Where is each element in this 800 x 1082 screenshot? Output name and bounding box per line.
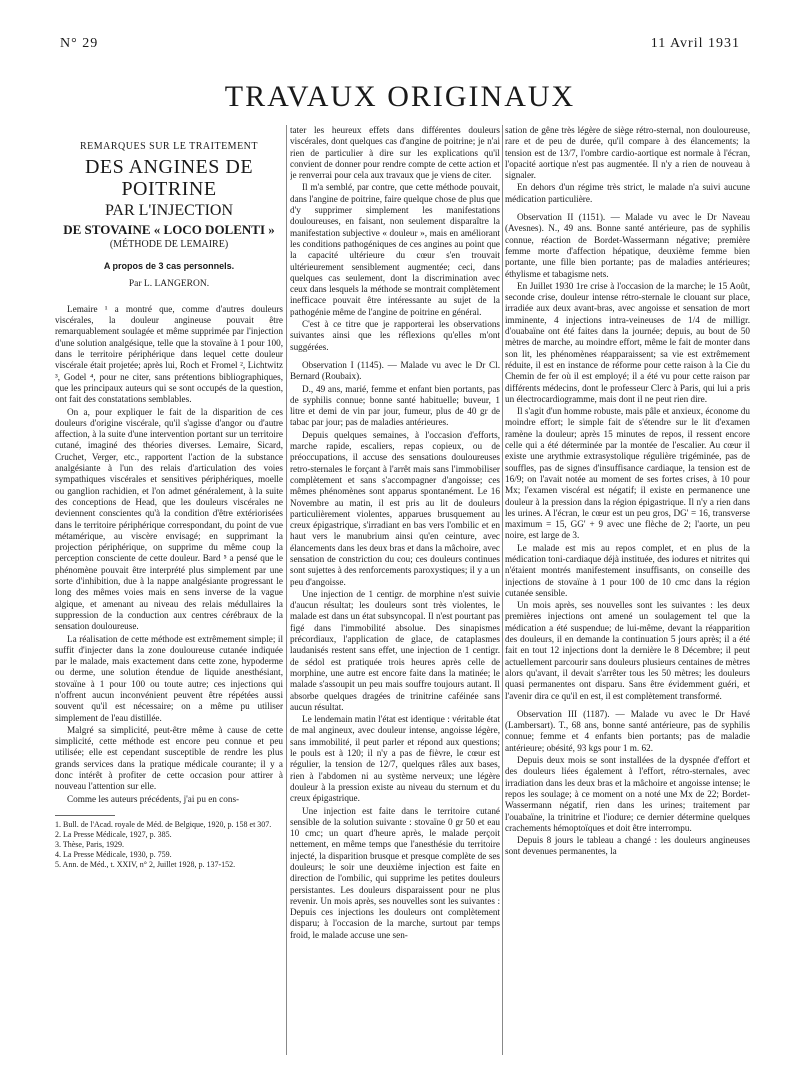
page-header — [60, 36, 740, 58]
column-middle — [290, 125, 500, 1075]
observation-heading: Observation I (1145). — Malade vu avec le Dr Cl. Bernard (Roubaix). — [290, 359, 500, 382]
footnote: 5. Ann. de Méd., t. XXIV, n° 2, Juillet 1928, p. 137-152. — [55, 859, 236, 869]
paragraph: Le lendemain matin l'état est identique : véritable état de mal angineux, avec douleur intense, angoisse légère, sans immobilité, il peut parler et répond aux questions; le pouls est à 120; il n'y a pas de fièvre, le cœur est régulier, la tension de 12/7, quelques râles aux bases, rien à l'abdomen ni au système nerveux; une légère douleur à la pression existe au niveau du sternum et du creux épigastrique. — [290, 714, 500, 804]
footnote: 2. La Presse Médicale, 1927, p. 385. — [55, 829, 172, 839]
column-divider — [502, 125, 503, 1055]
paragraph: Malgré sa simplicité, peut-être même à cause de cette simplicité, cette méthode est encore peu connue et peu utilisée; elle est cependant susceptible de rendre les plus grands services dans la pratique médicale courante; il y a donc intérêt à profiter de cette occasion pour attirer à nouveau l'attention sur elle. — [55, 724, 283, 792]
paragraph: Depuis quelques semaines, à l'occasion d'efforts, marche rapide, escaliers, repas copieux, ou de préoccupations, il accuse des sensations douloureuses retro-sternales le forçant à l'arrêt mais sans l'immobiliser complètement et sans s'accompagner d'angoisse; ces mêmes phénomènes sont apparus spontanément. Le 16 Novembre au matin, il est pris au lit de douleurs particulièrement violentes, apparues brusquement au creux épigastrique, s'irradiant en bas vers l'ombilic et en haut vers le manubrium ainsi qu'en ceinture, avec élancements dans les deux bras et dans la mâchoire, avec sensation de constriction du cou; ces douleurs continues sont sujettes à des renforcements paroxystiques; il y a un peu d'angoisse. — [290, 429, 500, 587]
paragraph: Lemaire ¹ a montré que, comme d'autres douleurs viscérales, la douleur angineuse pouvait être remarquablement soulagée et même supprimée par l'injection d'une solution analgésique, telle que la stovaïne à 1 pour 100, dans le territoire périphérique dans lequel cette douleur viscérale était projetée; après lui, Roch et Fromel ², Lichtwitz ³, Godel ⁴, pour ne citer, sans prétentions bibliographiques, que les principaux auteurs qui se sont occupés de la question, ont fait des constatations semblables. — [55, 303, 283, 405]
footnote: 1. Bull. de l'Acad. royale de Méd. de Belgique, 1920, p. 158 et 307. — [55, 819, 272, 829]
article-title-line2: PAR L'INJECTION — [104, 202, 234, 220]
paragraph: C'est à ce titre que je rapporterai les observations suivantes ainsi que les réflexions qu'elles m'ont suggérées. — [290, 319, 500, 352]
paragraph: Il m'a semblé, par contre, que cette méthode pouvait, dans l'angine de poitrine, faire quelque chose de plus que d'y supprimer simplement les manifestations douloureuses, en faisant, non seulement disparaître la manifestation subjective « douleur », mais en améliorant les conditions pathogéniques de ces angines au point que la capacité ultérieure du cœur s'en trouvait ultérieurement sensiblement augmentée; ceci, dans quelques cas seulement, dont la discrimination avec ceux dans lesquels la méthode se montrait complètement inefficace pouvait être intéressante au sujet de la pathogénie même de l'angine de poitrine en général. — [290, 182, 500, 317]
footnote-rule — [55, 815, 115, 816]
article-title-line4: (MÉTHODE DE LEMAIRE) — [109, 239, 229, 251]
article-author: Par L. LANGERON. — [128, 278, 210, 289]
paragraph: La réalisation de cette méthode est extrêmement simple; il suffit d'injecter dans la zone douloureuse cutanée indiquée par le malade, mais exactement dans cette zone, hypoderme ou derme, une solution étendue de liquide anesthésiant, stovaïne à 1 pour 100 ou toute autre; ces injections qui n'offrent aucun inconvénient peuvent être répétées aussi souvent qu'il est nécessaire; on a même pu utiliser simplement de l'eau distillée. — [55, 633, 283, 723]
issue-number: N° 29 — [60, 36, 99, 51]
footnote: 4. La Presse Médicale, 1930, p. 759. — [55, 849, 172, 859]
paragraph: Il s'agit d'un homme robuste, mais pâle et anxieux, économe du moindre effort; le simple fait de s'étendre sur le lit d'examen ramène la douleur; après 15 minutes de repos, il ressent encore celle qui a été déterminée par la montée de l'escalier. Au cœur il existe une arythmie extrasystolique régulière trigéminée, pas de souffles, pas de signes d'insuffisance cardiaque, la tension est de 16/9; on l'avait notée au moment de ses fortes crises, à 10 pour Mx; l'examen viscéral est négatif; il existe en permanence une douleur à la pression dans la région épigastrique. Il n'y a rien dans les urines. A l'écran, le cœur est un peu gros, DG' = 16, transverse maximum = 15, GG' + 9 avec une flèche de 2; l'aorte, un peu noire, est large de 3. — [505, 406, 750, 541]
article-subtitle: A propos de 3 cas personnels. — [103, 261, 235, 272]
paragraph: En Juillet 1930 1re crise à l'occasion de la marche; le 15 Août, seconde crise, douleur intense rétro-sternale le clouant sur place, irradiée aux deux avant-bras, avec angoisse et sensation de mort imminente, 4 injections intra-veineuses de 1/4 de milligr. d'ouabaïne ont été faites dans la journée; depuis, au bout de 50 mètres de marche, au moindre effort, même le fait de monter dans son lit, les phénomènes réapparaissent; sa vie est extrêmement réduite, il est en instance de réforme pour cette raison à la Cie du Chemin de fer où il est employé; il a été vu pour cette raison par différents médecins, dont le professeur Clerc à Paris, qui lui a pris un électrocardiogramme, mais dont il ne peut rien dire. — [505, 280, 750, 404]
observation-heading: Observation III (1187). — Malade vu avec le Dr Havé (Lambersart). T., 68 ans, bonne santé antérieure, pas de syphilis connue; femme et 4 enfants bien portants; pas de maladie antérieure; obésité, 93 kgs pour 1 m. 62. — [505, 708, 750, 753]
paragraph: Comme les auteurs précédents, j'ai pu en cons- — [67, 793, 240, 804]
paragraph: Depuis deux mois se sont installées de la dyspnée d'effort et des douleurs liées également à l'effort, rétro-sternales, avec irradiation dans les deux bras et la mâchoire et angoisse intense; le repos les soulage; à ce moment on a noté une Mx de 22; Bordet-Wassermann négatif, rien dans les urines; traitement par l'ouabaïne, la trinitrine et l'iodure; ce dernier détermine quelques crachements hémoptoïques et doit être interrompu. — [505, 755, 750, 833]
article-kicker: REMARQUES SUR LE TRAITEMENT — [79, 141, 259, 152]
observation-heading: Observation II (1151). — Malade vu avec le Dr Naveau (Avesnes). N., 49 ans. Bonne santé antérieure, pas de syphilis connue, réaction de Bordet-Wassermann négative; première femme morte d'affection hépatique, deuxième femme bien portante, une fille bien portante; pas de maladies antérieures; éthylisme et tabagisme nets. — [505, 212, 750, 279]
paragraph: Un mois après, ses nouvelles sont les suivantes : les deux premières injections ont amené un soulagement tel que la médication a été suspendue; de lui-même, devant la réapparition des douleurs, il en demande la continuation 5 jours après; il a été fait en tout 12 injections dont la dernière le 8 Décembre; il peut actuellement parcourir sans douleurs plusieurs centaines de mètres alors qu'avant, il devait s'arrêter tous les 50 mètres; les douleurs quasi permanentes ont disparu. Sans être évidemment guéri, et l'avenir dira ce qu'il en est, il est complètement transformé. — [505, 600, 750, 701]
paragraph: Depuis 8 jours le tableau a changé : les douleurs angineuses sont devenues permanentes, la — [505, 835, 750, 857]
paragraph: tater les heureux effets dans différentes douleurs viscérales, dont quelques cas d'angine de poitrine; je n'ai rien de particulier à dire sur les explications qu'il convient de donner pour rendre compte de cette action et je renverrai pour cela aux travaux que je viens de citer. — [290, 125, 500, 181]
paragraph: On a, pour expliquer le fait de la disparition de ces douleurs d'origine viscérale, qu'il s'agisse d'angor ou d'autre affection, à la suite d'une intervention portant sur un territoire cutané, imaginé des théories diverses. Lemaire, Sicard, Cruchet, Verger, etc., rapportent l'action de la substance analgésiante à l'un des relais d'articulation des voies sympathiques viscérales et sensitives périphériques, moelle ou ganglion rachidien, et l'on admet généralement, à la suite des conceptions de Head, que les douleurs viscérales ne deviennent conscientes qu'à la condition d'être extériorisées dans le territoire périphérique correspondant, du point de vue métamérique, au viscère envisagé; en supprimant la projection périphérique, on supprime du même coup la perception consciente de cette douleur. Bard ⁵ a pensé que le phénomène pouvait être interprété plus simplement par une sorte d'inhibition, due à la nappe analgésiante progressant le long des mêmes voies mais en sens inverse de la vague algique, et amenant au niveau des relais médullaires la suppression de la conduction aux centres cérébraux de la sensation douloureuse. — [55, 406, 283, 632]
paragraph: En dehors d'un régime très strict, le malade n'a suivi aucune médication particulière. — [505, 182, 750, 204]
article-title: DES ANGINES DE POITRINE — [84, 156, 254, 201]
paragraph: Une injection est faite dans le territoire cutané sensible de la solution suivante : stovaïne 0 gr 50 et eau 10 cmc; un quart d'heure après, le malade perçoit nettement, en même temps que l'anesthésie du territoire injecté, la disparition brusque et presque complète de ses douleurs; le soir une deuxième injection est faite en direction de l'ombilic, qui supprime les petites douleurs persistantes. Les douleurs disparaissent pour ne plus revenir. Un mois après, ses nouvelles sont les suivantes : Depuis ces injections les douleurs ont complètement disparu; à l'occasion de la marche, surtout par temps froid, le malade accuse une sen- — [290, 805, 500, 940]
paragraph: Le malade est mis au repos complet, et en plus de la médication toni-cardiaque déjà instituée, des iodures et nitrites qui n'étaient montrés manifestement insuffisants, on conseille des injections de stovaïne à 1 pour 100 de 10 cmc dans la région cutanée sensible. — [505, 542, 750, 598]
column-left — [55, 125, 283, 1075]
footnote: 3. Thèse, Paris, 1929. — [55, 839, 124, 849]
section-title: TRAVAUX ORIGINAUX — [224, 80, 576, 113]
paragraph: D., 49 ans, marié, femme et enfant bien portants, pas de syphilis connue; bonne santé habituelle; buveur, 1 litre et demi de vin par jour, fumeur, plus de 40 gr de tabac par jour; pas de maladies antérieures. — [290, 383, 500, 428]
column-divider — [286, 125, 287, 1055]
paragraph: Une injection de 1 centigr. de morphine n'est suivie d'aucun résultat; les douleurs sont très violentes, le malade est dans un état subsyncopal. Il n'est pourtant pas figé dans l'immobilité absolue. Des sinapismes précordiaux, l'application de glace, de cataplasmes laudanisés restent sans effet, une injection de 1 centigr. de sédol est pratiquée trois heures après celle de morphine, une autre est encore faite dans la matinée; le malade s'assoupit un peu mais souffre toujours autant. Il absorbe quelques dragées de trinitrine caféinée sans aucun résultat. — [290, 588, 500, 712]
paragraph: sation de gêne très légère de siège rétro-sternal, non douloureuse, rare et de peu de durée, qu'il compare à des élancements; la tension est de 13/7, l'ombre cardio-aortique est normale à l'écran, l'opacité aortique n'est pas augmentée. Il n'y a rien de nouveau à signaler. — [505, 125, 750, 181]
article-title-line3: DE STOVAINE « LOCO DOLENTI » — [63, 222, 275, 238]
issue-date: 11 Avril 1931 — [650, 36, 740, 51]
column-right — [505, 125, 750, 1075]
